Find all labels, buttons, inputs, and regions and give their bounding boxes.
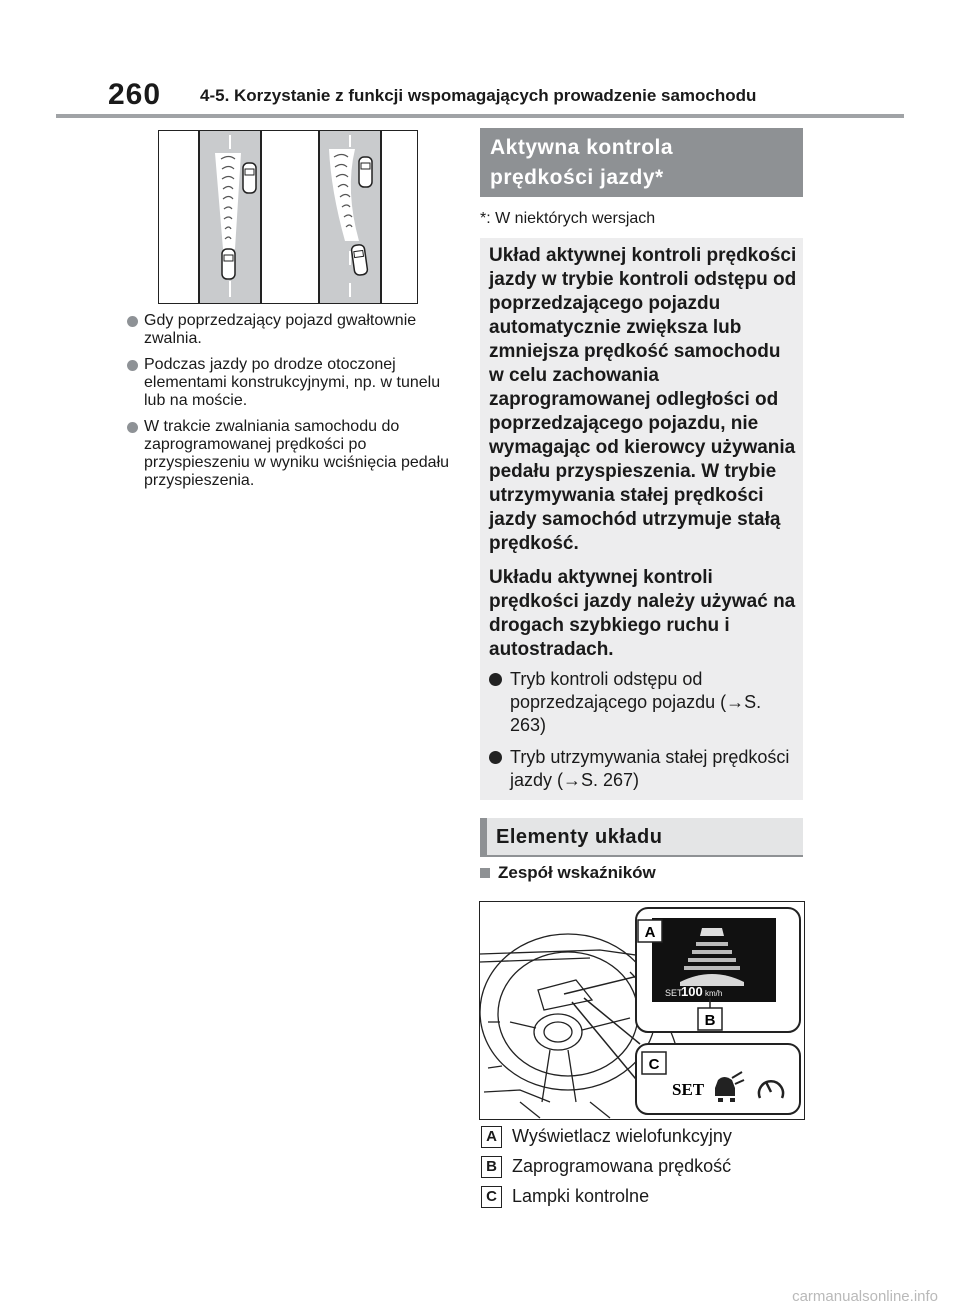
bullet-dot-icon — [489, 751, 502, 764]
description-box — [480, 238, 803, 800]
square-bullet-icon — [480, 868, 490, 878]
section-heading-line: Aktywna kontrola — [490, 136, 674, 159]
section-heading-elements: Elementy układu — [480, 818, 803, 856]
mode-item-text: Tryb utrzymywania stałej prędkości jazdy (→S. 267) — [510, 747, 790, 790]
watermark[interactable]: carmanualsonline.info — [792, 1288, 938, 1305]
bullet-dot-icon — [127, 422, 138, 433]
section-rule — [480, 855, 803, 857]
road-illustration — [158, 130, 418, 304]
legend-key: A — [481, 1126, 502, 1148]
legend-item — [481, 1156, 731, 1178]
legend-key: C — [481, 1186, 502, 1208]
mode-item-text: Tryb kontroli odstępu od poprzedzającego pojazdu (→S. 263) — [510, 669, 762, 735]
description-paragraph: Układu aktywnej kontroli prędkości jazdy należy używać na drogach szybkiego ruchu i autostradach. — [489, 567, 796, 660]
legend-text: Zaprogramowana prędkość — [512, 1156, 732, 1176]
display-set-text: SET — [665, 988, 683, 998]
section-heading-line: prędkości jazdy* — [490, 166, 664, 189]
instrument-cluster-illustration — [479, 901, 805, 1120]
caution-bullet-list — [127, 312, 455, 498]
bullet-text: W trakcie zwalniania samochodu do zaprogramowanej prędkości po przyspieszeniu w wyniku wciśnięcia pedału przyspieszenia. — [144, 418, 450, 489]
bullet-dot-icon — [489, 673, 502, 686]
page-number: 260 — [108, 78, 162, 111]
footnote: *: W niektórych wersjach — [480, 210, 656, 227]
subheading — [480, 863, 656, 883]
section-heading-active-cruise — [480, 128, 803, 197]
chapter-title: 4-5. Korzystanie z funkcji wspomagających prowadzenie samochodu — [200, 86, 757, 105]
display-speed-text: 100 — [681, 984, 703, 999]
label-a: A — [644, 924, 656, 941]
mode-item — [489, 668, 797, 737]
bullet-item — [127, 356, 455, 410]
legend-text: Lampki kontrolne — [512, 1186, 650, 1206]
bullet-item — [127, 312, 455, 348]
label-c: C — [648, 1056, 660, 1073]
description-paragraph: Układ aktywnej kontroli prędkości jazdy w trybie kontroli odstępu od poprzedzającego pojazdu automatycznie zwiększa lub zmniejsza prędkość samochodu w celu zachowania zaprogramowanej odległości od poprzedzającego pojazdu, nie wymagając od kierowcy używania pedału przyspieszenia. W trybie utrzymywania stałej prędkości jazdy samochód utrzymuje stałą prędkość. — [489, 245, 797, 554]
road-panel-right — [319, 131, 381, 303]
bullet-text: Podczas jazdy po drodze otoczonej elementami konstrukcyjnymi, np. w tunelu lub na moście. — [144, 356, 441, 409]
road-panel-left — [199, 131, 261, 303]
label-b: B — [704, 1012, 716, 1029]
bullet-dot-icon — [127, 360, 138, 371]
subheading-text: Zespół wskaźników — [498, 863, 656, 882]
legend-text: Wyświetlacz wielofunkcyjny — [512, 1126, 732, 1146]
legend-item — [481, 1186, 649, 1208]
display-unit-text: km/h — [705, 989, 723, 998]
header-rule — [56, 114, 904, 118]
legend-item — [481, 1126, 732, 1148]
bullet-text: Gdy poprzedzający pojazd gwałtownie zwalnia. — [144, 312, 417, 347]
bullet-item — [127, 418, 455, 490]
indicator-set-text: SET — [672, 1080, 705, 1099]
legend-key: B — [481, 1156, 502, 1178]
mode-item — [489, 746, 797, 792]
bullet-dot-icon — [127, 316, 138, 327]
